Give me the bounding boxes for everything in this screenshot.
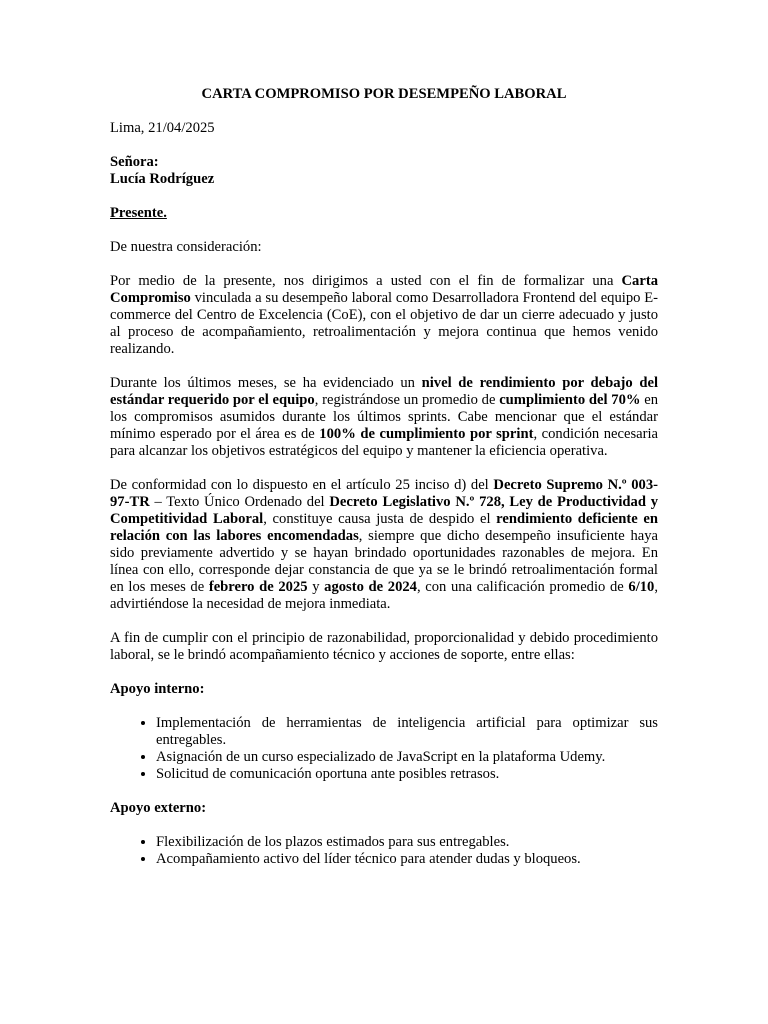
p2-bold-2: cumplimiento del 70% — [499, 392, 641, 408]
p3-text-2: – Texto Único Ordenado del — [149, 494, 330, 510]
p3-text-3: , constituye causa justa de despido el — [263, 511, 497, 527]
list-item: • Asignación de un curso especializado de JavaScript en la plataforma Udemy. — [156, 749, 658, 766]
external-support-list — [110, 834, 658, 868]
p3-bold-3: rendimiento deficiente en relación con las labores encomendadas — [110, 511, 658, 544]
paragraph-2 — [110, 375, 658, 460]
external-support-heading: Apoyo externo: — [110, 800, 207, 816]
paragraph-1 — [110, 273, 658, 358]
p2-text-3: en los compromisos asumidos durante los últimos sprints. Cabe mencionar que el estándar mínimo esperado por el área es de — [110, 392, 658, 442]
p3-text-5: y — [307, 579, 325, 595]
p1-text-2: vinculada a su desempeño laboral como Desarrolladora Frontend del equipo E-commerce del Centro de Excelencia (CoE), con el objetivo de dar un cierre adecuado y justo al proceso de acompañamiento, retroalimentación y mejora continua que hemos venido realizando. — [110, 290, 658, 357]
p3-text-4: , siempre que dicho desempeño insuficiente haya sido previamente advertido y se hayan brindado oportunidades razonables de mejora. En línea con ello, corresponde dejar constancia de que ya se le brindó retroalimentación formal en los meses de — [110, 528, 658, 595]
presente-line — [110, 205, 658, 222]
p3-bold-1: Decreto Supremo N.º 003-97-TR — [110, 477, 658, 510]
p2-bold-3: 100% de cumplimiento por sprint — [319, 426, 534, 442]
place-date: Lima, 21/04/2025 — [110, 120, 215, 136]
internal-support-list — [110, 715, 658, 783]
paragraph-3 — [110, 477, 658, 613]
recipient-block — [110, 154, 658, 188]
p3-bold-4: febrero de 2025 — [208, 579, 308, 595]
p2-text-4: , condición necesaria para alcanzar los objetivos estratégicos del equipo y mantener la eficiencia operativa. — [110, 426, 659, 459]
list-item: • Flexibilización de los plazos estimados para sus entregables. — [156, 834, 658, 851]
p2-bold-1: nivel de rendimiento por debajo del estándar requerido por el equipo — [110, 375, 659, 408]
greeting: De nuestra consideración: — [110, 239, 262, 255]
p3-bold-2: Decreto Legislativo N.º 728, Ley de Productividad y Competitividad Laboral — [110, 494, 658, 527]
paragraph-4: A fin de cumplir con el principio de razonabilidad, proporcionalidad y debido procedimiento laboral, se le brindó acompañamiento técnico y acciones de soporte, entre ellas: — [110, 630, 658, 663]
internal-support-heading: Apoyo interno: — [110, 681, 205, 697]
p3-text-1: De conformidad con lo dispuesto en el artículo 25 inciso d) del — [110, 477, 494, 493]
p1-bold-1: Carta Compromiso — [110, 273, 658, 306]
list-item: • Implementación de herramientas de inteligencia artificial para optimizar sus entregables. — [156, 715, 658, 749]
p1-text-1: Por medio de la presente, nos dirigimos a usted con el fin de formalizar una — [110, 273, 622, 289]
recipient-name: Lucía Rodríguez — [110, 171, 215, 187]
list-item: • Solicitud de comunicación oportuna ante posibles retrasos. — [156, 766, 658, 783]
p3-bold-6: 6/10 — [628, 579, 655, 595]
p3-text-7: , advirtiéndose la necesidad de mejora inmediata. — [110, 579, 659, 612]
p2-text-2: , registrándose un promedio de — [314, 392, 500, 408]
p3-bold-5: agosto de 2024 — [324, 579, 417, 595]
letter-body — [110, 86, 658, 885]
presente-label: Presente. — [110, 205, 167, 221]
p2-text-1: Durante los últimos meses, se ha evidenciado un — [110, 375, 422, 391]
salutation: Señora: — [110, 154, 159, 170]
letter-title: CARTA COMPROMISO POR DESEMPEÑO LABORAL — [201, 86, 567, 102]
list-item: • Acompañamiento activo del líder técnico para atender dudas y bloqueos. — [156, 851, 658, 868]
p3-text-6: , con una calificación promedio de — [416, 579, 629, 595]
